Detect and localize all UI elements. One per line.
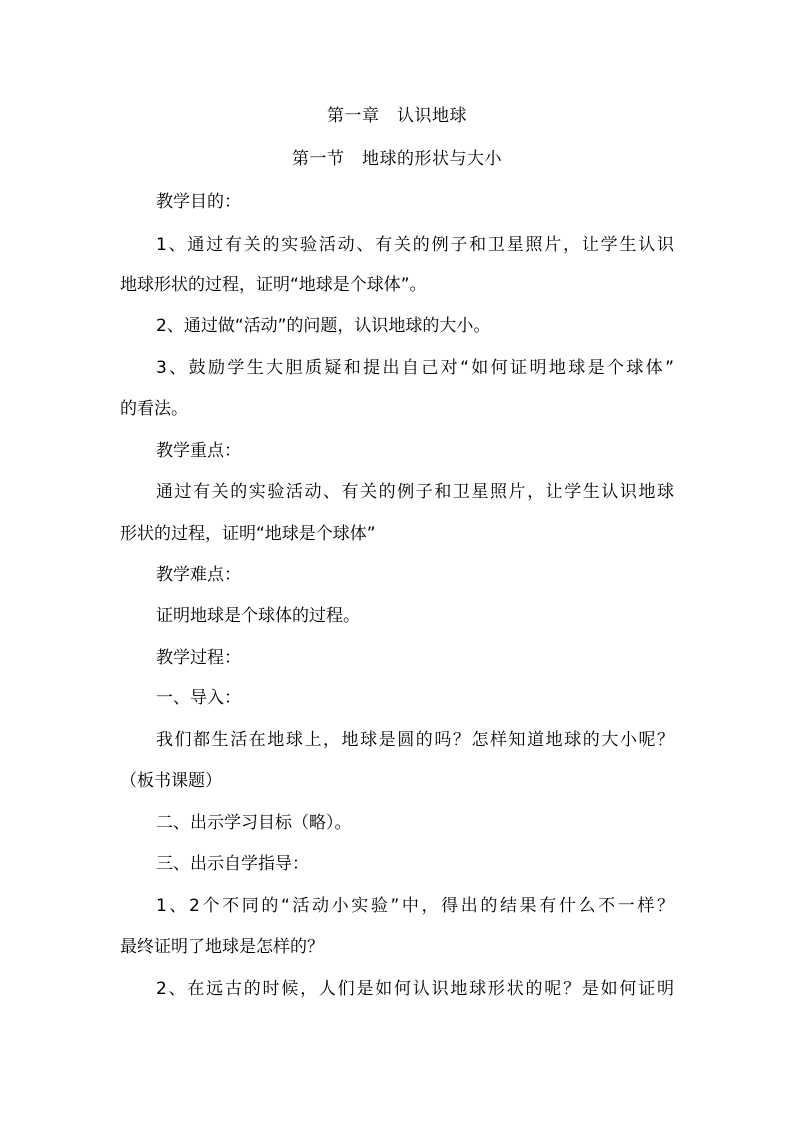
paragraph-line: 证明地球是个球体的过程。: [156, 606, 360, 626]
chapter-title: 第一章 认识地球: [327, 106, 467, 126]
paragraph-line: 三、出示自学指导：: [156, 854, 309, 874]
paragraph-line: 一、导入：: [156, 688, 241, 708]
paragraph-line: 2、在远古的时候，人们是如何认识地球形状的呢？是如何证明: [156, 979, 674, 999]
paragraph-line: 形状的过程，证明“地球是个球体”: [120, 524, 376, 544]
paragraph-line: 的看法。: [120, 399, 188, 419]
paragraph-line: 教学过程：: [156, 648, 241, 668]
paragraph-line: 1、2个不同的“活动小实验”中，得出的结果有什么不一样？: [156, 896, 674, 916]
paragraph-line: 地球形状的过程，证明“地球是个球体”。: [120, 275, 427, 295]
paragraph-line: 最终证明了地球是怎样的？: [120, 937, 324, 957]
section-title: 第一节 地球的形状与大小: [292, 149, 502, 169]
paragraph-line: 我们都生活在地球上，地球是圆的吗？怎样知道地球的大小呢？: [156, 730, 674, 750]
paragraph-line: 通过有关的实验活动、有关的例子和卫星照片，让学生认识地球: [156, 482, 674, 502]
paragraph-line: 教学难点：: [156, 565, 241, 585]
paragraph-line: 1、通过有关的实验活动、有关的例子和卫星照片，让学生认识: [156, 235, 674, 255]
paragraph-line: 教学重点：: [156, 441, 241, 461]
paragraph-line: 二、出示学习目标（略）。: [156, 813, 352, 833]
paragraph-line: 教学目的：: [156, 192, 241, 212]
paragraph-line: （板书课题）: [120, 771, 222, 791]
paragraph-line: 2、通过做“活动”的问题，认识地球的大小。: [156, 316, 491, 336]
paragraph-line: 3、鼓励学生大胆质疑和提出自己对“如何证明地球是个球体”: [156, 358, 674, 378]
